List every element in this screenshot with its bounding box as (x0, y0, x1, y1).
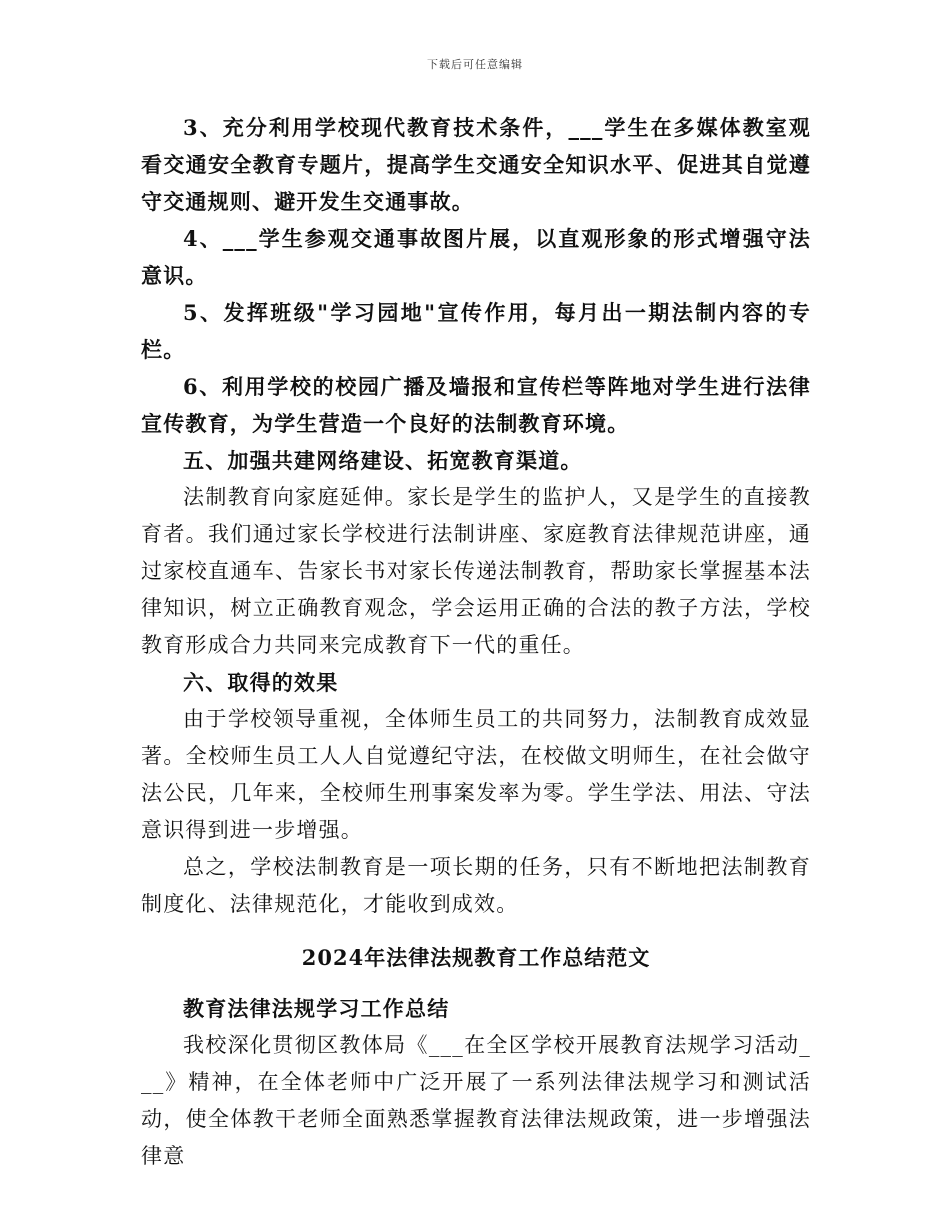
paragraph-results: 由于学校领导重视，全体师生员工的共同努力，法制教育成效显著。全校师生员工人人自觉遵纪守法，在校做文明师生，在社会做守法公民，几年来，全校师生刑事案发率为零。学生学法、用法、守法意识得到进一步增强。 (141, 707, 811, 842)
paragraph-summary: 总之，学校法制教育是一项长期的任务，只有不断地把法制教育制度化、法律规范化，才能收到成效。 (141, 855, 811, 916)
paragraph-item-4: 4、___学生参观交通事故图片展，以直观形象的形式增强守法意识。 (141, 226, 811, 288)
paragraph-item-5: 5、发挥班级"学习园地"宣传作用，每月出一期法制内容的专栏。 (141, 300, 811, 362)
paragraph-intro: 我校深化贯彻区教体局《___在全区学校开展教育法规学习活动___》精神，在全体老师中广泛开展了一系列法律法规学习和测试活动，使全体教干老师全面熟悉掌握教育法律法规政策，进一步增强法律意 (141, 1033, 811, 1168)
paragraph-item-6: 6、利用学校的校园广播及墙报和宣传栏等阵地对学生进行法律宣传教育，为学生营造一个良好的法制教育环境。 (141, 374, 811, 436)
subtitle: 教育法律法规学习工作总结 (183, 996, 450, 1021)
paragraph-family-education: 法制教育向家庭延伸。家长是学生的监护人，又是学生的直接教育者。我们通过家长学校进行法制讲座、家庭教育法律规范讲座，通过家校直通车、告家长书对家长传递法制教育，帮助家长掌握基本法律知识，树立正确教育观念，学会运用正确的合法的教子方法，学校教育形成合力共同来完成教育下一代的重任。 (141, 485, 811, 657)
section-heading-6: 六、取得的效果 (183, 670, 339, 695)
header-note: 下载后可任意编辑 (427, 58, 523, 71)
section-heading-5: 五、加强共建网络建设、拓宽教育渠道。 (183, 448, 583, 473)
document-title: 2024年法律法规教育工作总结范文 (301, 945, 651, 970)
document-body (141, 109, 811, 1175)
paragraph-item-3: 3、充分利用学校现代教育技术条件，___学生在多媒体教室观看交通安全教育专题片，提高学生交通安全知识水平、促进其自觉遵守交通规则、避开发生交通事故。 (141, 115, 811, 214)
